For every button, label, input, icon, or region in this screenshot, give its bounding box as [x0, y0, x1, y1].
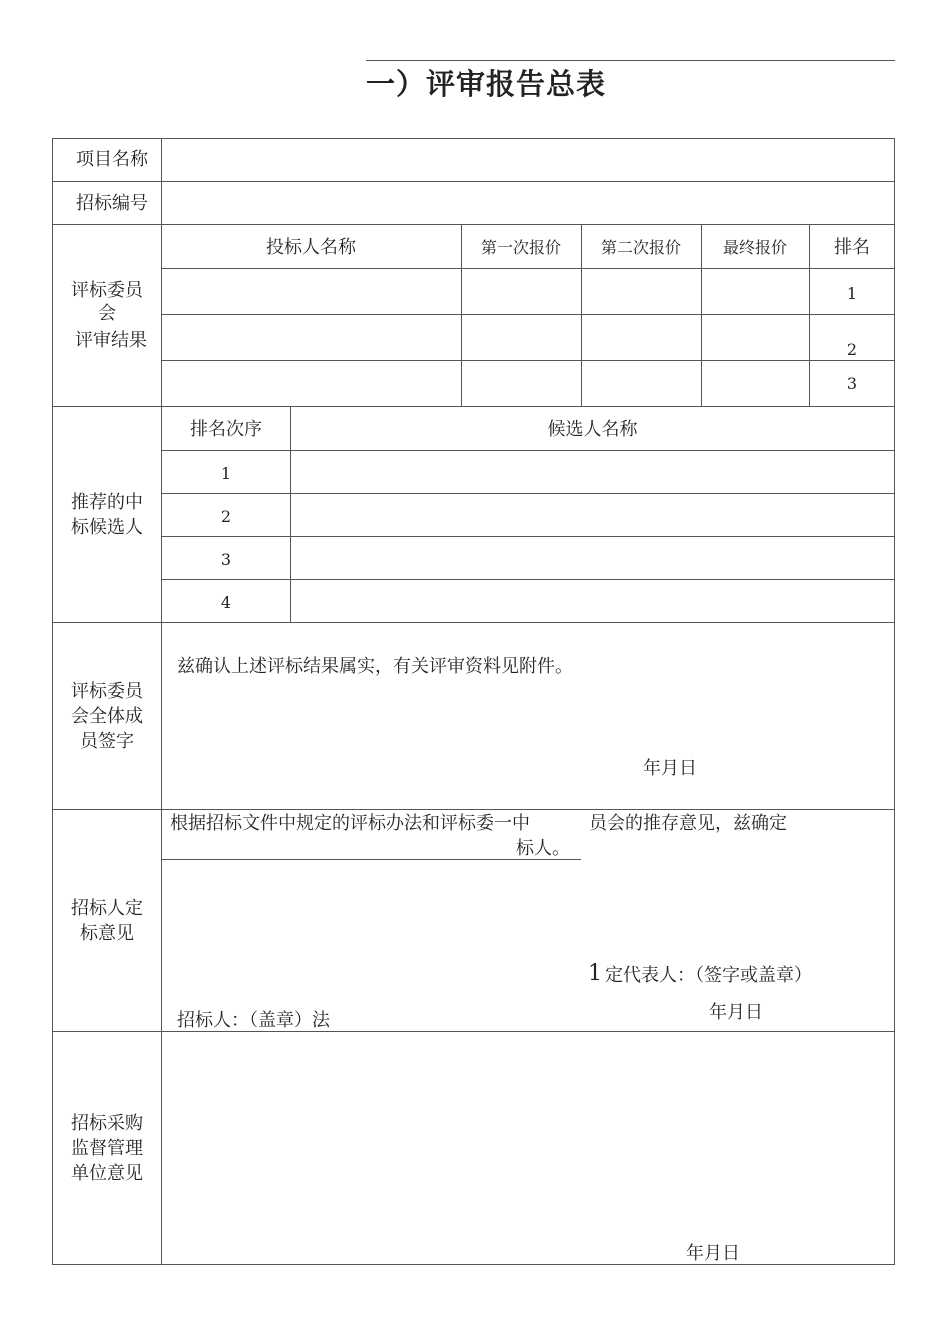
opinion-text-left: 根据招标文件中规定的评标办法和评标委一中 [170, 813, 530, 834]
supervision-label: 单位意见 [71, 1163, 143, 1184]
tender-no-label: 招标编号 [76, 193, 148, 214]
inner-row-divider [161, 493, 895, 494]
confirmation-statement: 兹确认上述评标结果属实，有关评审资料见附件。 [177, 656, 573, 677]
rank-value: 1 [846, 284, 858, 303]
candidate-order: 3 [220, 550, 232, 569]
recommended-label: 标候选人 [71, 517, 143, 538]
tenderer-opinion-label: 招标人定 [71, 898, 143, 919]
table-bottom-border [52, 1264, 895, 1265]
row-divider [52, 181, 895, 182]
tenderer-opinion-label: 标意见 [80, 923, 134, 944]
tenderer-seal: 招标人：（盖章）法 [177, 1010, 330, 1031]
row-divider [52, 406, 895, 407]
table-right-border [894, 138, 895, 1264]
signature-label: 评标委员 [71, 681, 143, 702]
legal-rep-number: 1 [588, 961, 602, 986]
page-title: 一）评审报告总表 [366, 67, 607, 101]
tenderer-opinion-date: 年月日 [709, 1002, 763, 1023]
inner-row-divider [161, 579, 895, 580]
supervision-date: 年月日 [686, 1243, 740, 1264]
rank-value: 2 [846, 340, 858, 359]
row-divider [52, 809, 895, 810]
inner-row-divider [161, 360, 895, 361]
header-rank-order: 排名次序 [190, 419, 262, 440]
committee-result-label: 会 [98, 303, 116, 324]
header-first-quote: 第一次报价 [480, 238, 561, 257]
header-bidder-name: 投标人名称 [266, 237, 356, 258]
header-final-quote: 最终报价 [722, 238, 787, 257]
committee-result-label: 评标委员 [71, 280, 143, 301]
inner-row-divider [161, 314, 895, 315]
supervision-label: 招标采购 [71, 1113, 143, 1134]
opinion-underline [161, 859, 581, 860]
opinion-text-line2: 标人。 [516, 838, 570, 859]
candidate-order: 1 [220, 464, 232, 483]
supervision-label: 监督管理 [71, 1138, 143, 1159]
signature-label: 会全体成 [71, 706, 143, 727]
row-divider [52, 224, 895, 225]
opinion-text-right: 员会的推存意见，兹确定 [589, 813, 787, 834]
inner-row-divider [161, 450, 895, 451]
inner-row-divider [161, 536, 895, 537]
row-divider [52, 622, 895, 623]
signature-date: 年月日 [643, 758, 697, 779]
candidate-order: 2 [220, 507, 232, 526]
table-top-border [52, 138, 895, 139]
legal-rep-text: 定代表人：（签字或盖章） [605, 965, 812, 986]
title-rule [366, 60, 895, 61]
signature-label: 员签字 [80, 731, 134, 752]
header-second-quote: 第二次报价 [600, 238, 681, 257]
committee-result-label: 评审结果 [75, 330, 147, 351]
header-candidate-name: 候选人名称 [547, 419, 638, 440]
header-rank: 排名 [834, 237, 870, 258]
rank-value: 3 [846, 374, 858, 393]
recommended-label: 推荐的中 [71, 492, 143, 513]
project-name-label: 项目名称 [76, 149, 148, 170]
inner-row-divider [161, 268, 895, 269]
candidate-order: 4 [220, 593, 232, 612]
